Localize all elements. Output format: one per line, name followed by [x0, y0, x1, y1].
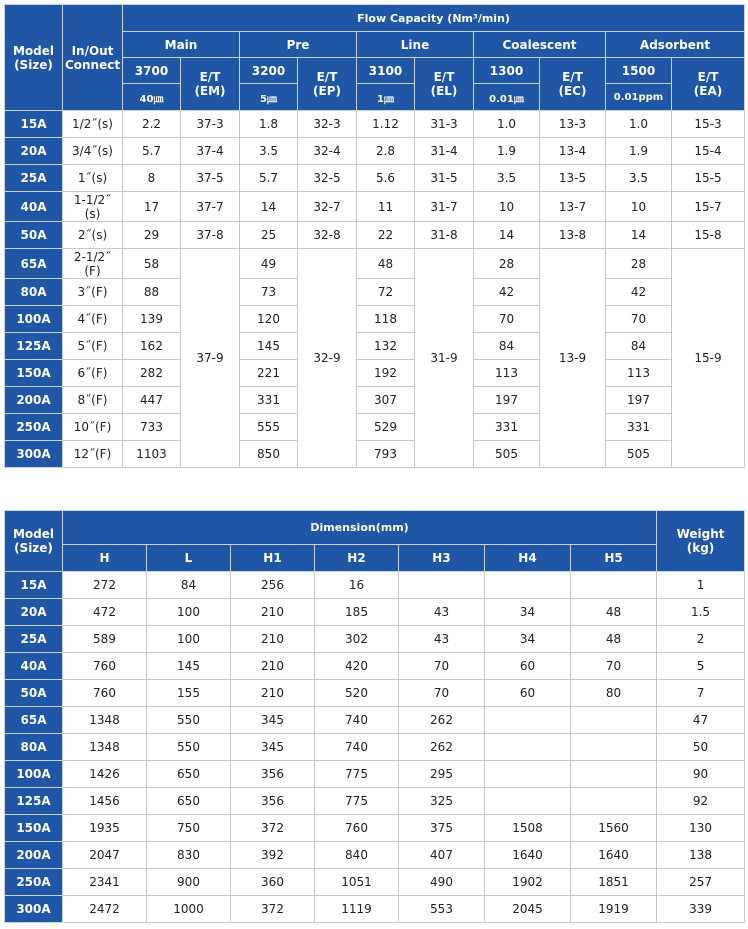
line-capacity-cell: 2.8: [357, 138, 415, 165]
dim-h-cell: 1935: [63, 815, 147, 842]
ads-capacity-cell: 1.9: [606, 138, 672, 165]
dim-h3-cell: 375: [399, 815, 485, 842]
line-capacity-cell: 192: [357, 360, 415, 387]
capacity-coalescent: 1300: [474, 58, 540, 84]
model-size-cell: 300A: [5, 896, 63, 923]
model-size-header: Model (Size): [5, 5, 63, 111]
dim-h4-cell: [485, 572, 571, 599]
dim-h5-cell: [571, 788, 657, 815]
dim-h-cell: 1348: [63, 707, 147, 734]
dim-l-cell: 900: [147, 869, 231, 896]
ads-capacity-cell: 1.0: [606, 111, 672, 138]
ea-element-cell: 15-3: [672, 111, 745, 138]
dim-h5-cell: 1560: [571, 815, 657, 842]
dim-h2-cell: 520: [315, 680, 399, 707]
grade-coalescent: 0.01㎛: [474, 84, 540, 111]
pre-capacity-cell: 49: [240, 249, 298, 279]
coal-capacity-cell: 84: [474, 333, 540, 360]
line-capacity-cell: 307: [357, 387, 415, 414]
dim-l-cell: 145: [147, 653, 231, 680]
ads-capacity-cell: 113: [606, 360, 672, 387]
connect-cell: 12˝(F): [63, 441, 123, 468]
model-size-cell: 250A: [5, 869, 63, 896]
dim-h4-cell: 1902: [485, 869, 571, 896]
dim-h4-cell: [485, 707, 571, 734]
capacity-line: 3100: [357, 58, 415, 84]
dim-col-h1: H1: [231, 545, 315, 572]
flow-capacity-table: [4, 4, 745, 468]
el-element-cell: 31-7: [415, 192, 474, 222]
model-size-cell: 20A: [5, 599, 63, 626]
dim-l-cell: 750: [147, 815, 231, 842]
dim-h4-cell: 1508: [485, 815, 571, 842]
ec-element-cell: 13-3: [540, 111, 606, 138]
dim-col-h3: H3: [399, 545, 485, 572]
pre-capacity-cell: 331: [240, 387, 298, 414]
grade-pre: 5㎛: [240, 84, 298, 111]
el-element-cell: 31-3: [415, 111, 474, 138]
dim-h1-cell: 345: [231, 707, 315, 734]
line-capacity-cell: 22: [357, 222, 415, 249]
dim-h3-cell: 407: [399, 842, 485, 869]
weight-cell: 1.5: [657, 599, 745, 626]
dim-h5-cell: 1851: [571, 869, 657, 896]
dim-h5-cell: 80: [571, 680, 657, 707]
dim-h-cell: 2341: [63, 869, 147, 896]
connect-cell: 3/4˝(s): [63, 138, 123, 165]
dimension-title: Dimension(mm): [63, 511, 657, 545]
model-size-cell: 150A: [5, 360, 63, 387]
weight-cell: 50: [657, 734, 745, 761]
ads-capacity-cell: 3.5: [606, 165, 672, 192]
dim-h2-cell: 1051: [315, 869, 399, 896]
dim-h2-cell: 775: [315, 761, 399, 788]
capacity-pre: 3200: [240, 58, 298, 84]
model-size-cell: 100A: [5, 306, 63, 333]
table-row: [5, 707, 745, 734]
dim-h-cell: 1456: [63, 788, 147, 815]
connect-cell: 1/2˝(s): [63, 111, 123, 138]
coal-capacity-cell: 331: [474, 414, 540, 441]
connect-cell: 2-1/2˝ (F): [63, 249, 123, 279]
coal-capacity-cell: 3.5: [474, 165, 540, 192]
dim-h-cell: 760: [63, 653, 147, 680]
table-row: [5, 111, 745, 138]
dim-h1-cell: 210: [231, 599, 315, 626]
dim-h2-cell: 775: [315, 788, 399, 815]
dim-h-cell: 760: [63, 680, 147, 707]
weight-cell: 130: [657, 815, 745, 842]
model-size-cell: 65A: [5, 707, 63, 734]
coal-capacity-cell: 113: [474, 360, 540, 387]
dim-h4-cell: [485, 788, 571, 815]
ep-element-cell: 32-7: [298, 192, 357, 222]
weight-cell: 5: [657, 653, 745, 680]
in-out-connect-header: In/Out Connect: [63, 5, 123, 111]
main-capacity-cell: 282: [123, 360, 181, 387]
connect-cell: 1˝(s): [63, 165, 123, 192]
dim-col-h2: H2: [315, 545, 399, 572]
dim-h3-cell: 43: [399, 599, 485, 626]
dim-h5-cell: [571, 734, 657, 761]
connect-cell: 3˝(F): [63, 279, 123, 306]
ads-capacity-cell: 197: [606, 387, 672, 414]
em-element-merged-cell: 37-9: [181, 249, 240, 468]
dim-h2-cell: 1119: [315, 896, 399, 923]
table-row: [5, 192, 745, 222]
model-size-cell: 15A: [5, 572, 63, 599]
dim-h4-cell: 2045: [485, 896, 571, 923]
table-row: [5, 761, 745, 788]
model-size-cell: 25A: [5, 165, 63, 192]
dim-h1-cell: 356: [231, 761, 315, 788]
capacity-main: 3700: [123, 58, 181, 84]
dim-h5-cell: 70: [571, 653, 657, 680]
dim-h3-cell: 490: [399, 869, 485, 896]
dim-h1-cell: 256: [231, 572, 315, 599]
pre-capacity-cell: 555: [240, 414, 298, 441]
main-capacity-cell: 17: [123, 192, 181, 222]
dim-h3-cell: 325: [399, 788, 485, 815]
ep-element-cell: 32-8: [298, 222, 357, 249]
ads-capacity-cell: 14: [606, 222, 672, 249]
model-size-cell: 100A: [5, 761, 63, 788]
ads-capacity-cell: 70: [606, 306, 672, 333]
main-capacity-cell: 733: [123, 414, 181, 441]
dim-h4-cell: [485, 734, 571, 761]
group-header-main: Main: [123, 32, 240, 58]
ep-element-cell: 32-3: [298, 111, 357, 138]
connect-cell: 5˝(F): [63, 333, 123, 360]
connect-cell: 2˝(s): [63, 222, 123, 249]
dim-l-cell: 100: [147, 626, 231, 653]
dim-h3-cell: 262: [399, 707, 485, 734]
dim-h1-cell: 356: [231, 788, 315, 815]
dim-h1-cell: 372: [231, 815, 315, 842]
table-row: [5, 896, 745, 923]
weight-cell: 92: [657, 788, 745, 815]
dim-h-cell: 2472: [63, 896, 147, 923]
ads-capacity-cell: 505: [606, 441, 672, 468]
coal-capacity-cell: 1.9: [474, 138, 540, 165]
dim-h3-cell: 295: [399, 761, 485, 788]
model-size-cell: 80A: [5, 279, 63, 306]
dim-h1-cell: 210: [231, 680, 315, 707]
pre-capacity-cell: 120: [240, 306, 298, 333]
dim-h-cell: 272: [63, 572, 147, 599]
table-row: [5, 306, 745, 333]
weight-header: Weight (kg): [657, 511, 745, 572]
pre-capacity-cell: 25: [240, 222, 298, 249]
ads-capacity-cell: 84: [606, 333, 672, 360]
table-row: [5, 599, 745, 626]
dim-h3-cell: 70: [399, 680, 485, 707]
main-capacity-cell: 162: [123, 333, 181, 360]
table-row: [5, 734, 745, 761]
line-capacity-cell: 529: [357, 414, 415, 441]
dim-col-l: L: [147, 545, 231, 572]
dim-h3-cell: 553: [399, 896, 485, 923]
table-row: [5, 788, 745, 815]
coal-capacity-cell: 197: [474, 387, 540, 414]
weight-cell: 1: [657, 572, 745, 599]
em-element-cell: 37-7: [181, 192, 240, 222]
coal-capacity-cell: 28: [474, 249, 540, 279]
em-element-cell: 37-5: [181, 165, 240, 192]
ec-element-cell: 13-4: [540, 138, 606, 165]
weight-cell: 257: [657, 869, 745, 896]
model-size-cell: 250A: [5, 414, 63, 441]
ea-element-cell: 15-5: [672, 165, 745, 192]
dim-l-cell: 550: [147, 707, 231, 734]
model-size-cell: 20A: [5, 138, 63, 165]
ads-capacity-cell: 42: [606, 279, 672, 306]
dim-h4-cell: 60: [485, 653, 571, 680]
dim-h5-cell: 1640: [571, 842, 657, 869]
weight-cell: 339: [657, 896, 745, 923]
dim-l-cell: 1000: [147, 896, 231, 923]
table-row: [5, 360, 745, 387]
main-capacity-cell: 2.2: [123, 111, 181, 138]
pre-capacity-cell: 145: [240, 333, 298, 360]
weight-cell: 138: [657, 842, 745, 869]
model-size-cell: 15A: [5, 111, 63, 138]
dim-h5-cell: [571, 572, 657, 599]
coal-capacity-cell: 42: [474, 279, 540, 306]
main-capacity-cell: 8: [123, 165, 181, 192]
dim-col-h5: H5: [571, 545, 657, 572]
dim-h5-cell: 1919: [571, 896, 657, 923]
pre-capacity-cell: 1.8: [240, 111, 298, 138]
table-row: [5, 333, 745, 360]
line-capacity-cell: 793: [357, 441, 415, 468]
table-row: [5, 249, 745, 279]
ea-element-cell: 15-4: [672, 138, 745, 165]
dim-l-cell: 84: [147, 572, 231, 599]
dim-h2-cell: 740: [315, 734, 399, 761]
pre-capacity-cell: 73: [240, 279, 298, 306]
ea-element-merged-cell: 15-9: [672, 249, 745, 468]
line-capacity-cell: 132: [357, 333, 415, 360]
dim-l-cell: 100: [147, 599, 231, 626]
pre-capacity-cell: 5.7: [240, 165, 298, 192]
pre-capacity-cell: 3.5: [240, 138, 298, 165]
coal-capacity-cell: 505: [474, 441, 540, 468]
model-size-cell: 200A: [5, 842, 63, 869]
el-element-merged-cell: 31-9: [415, 249, 474, 468]
dim-h4-cell: 60: [485, 680, 571, 707]
dim-l-cell: 830: [147, 842, 231, 869]
main-capacity-cell: 447: [123, 387, 181, 414]
pre-capacity-cell: 14: [240, 192, 298, 222]
flow-capacity-title: Flow Capacity (Nm³/min): [123, 5, 745, 32]
main-capacity-cell: 1103: [123, 441, 181, 468]
dim-h2-cell: 16: [315, 572, 399, 599]
model-size-cell: 40A: [5, 653, 63, 680]
ea-element-cell: 15-8: [672, 222, 745, 249]
dim-h2-cell: 760: [315, 815, 399, 842]
weight-cell: 2: [657, 626, 745, 653]
table-row: [5, 869, 745, 896]
model-size-cell: 300A: [5, 441, 63, 468]
table-row: [5, 653, 745, 680]
model-size-cell: 25A: [5, 626, 63, 653]
group-header-line: Line: [357, 32, 474, 58]
connect-cell: 6˝(F): [63, 360, 123, 387]
table-row: [5, 222, 745, 249]
connect-cell: 4˝(F): [63, 306, 123, 333]
model-size-cell: 150A: [5, 815, 63, 842]
table-row: [5, 626, 745, 653]
dim-h3-cell: 70: [399, 653, 485, 680]
table-row: [5, 572, 745, 599]
ea-element-cell: 15-7: [672, 192, 745, 222]
model-size-cell: 40A: [5, 192, 63, 222]
table-row: [5, 138, 745, 165]
em-element-cell: 37-3: [181, 111, 240, 138]
dim-l-cell: 550: [147, 734, 231, 761]
model-size-cell: 65A: [5, 249, 63, 279]
dim-h4-cell: 34: [485, 599, 571, 626]
dim-l-cell: 155: [147, 680, 231, 707]
table-row: [5, 414, 745, 441]
dim-h5-cell: 48: [571, 599, 657, 626]
dim-h-cell: 2047: [63, 842, 147, 869]
line-capacity-cell: 11: [357, 192, 415, 222]
dim-h3-cell: [399, 572, 485, 599]
et-header-coalescent: E/T (EC): [540, 58, 606, 111]
ec-element-cell: 13-5: [540, 165, 606, 192]
ec-element-cell: 13-7: [540, 192, 606, 222]
group-header-adsorbent: Adsorbent: [606, 32, 745, 58]
weight-cell: 90: [657, 761, 745, 788]
el-element-cell: 31-4: [415, 138, 474, 165]
group-header-coalescent: Coalescent: [474, 32, 606, 58]
pre-capacity-cell: 850: [240, 441, 298, 468]
ads-capacity-cell: 331: [606, 414, 672, 441]
dim-h2-cell: 740: [315, 707, 399, 734]
main-capacity-cell: 88: [123, 279, 181, 306]
table-row: [5, 815, 745, 842]
dim-h4-cell: 1640: [485, 842, 571, 869]
connect-cell: 1-1/2˝ (s): [63, 192, 123, 222]
pre-capacity-cell: 221: [240, 360, 298, 387]
connect-cell: 8˝(F): [63, 387, 123, 414]
dim-h-cell: 1426: [63, 761, 147, 788]
grade-main: 40㎛: [123, 84, 181, 111]
dim-l-cell: 650: [147, 761, 231, 788]
main-capacity-cell: 58: [123, 249, 181, 279]
dim-h4-cell: [485, 761, 571, 788]
dim-col-h: H: [63, 545, 147, 572]
table-row: [5, 279, 745, 306]
line-capacity-cell: 72: [357, 279, 415, 306]
model-size-cell: 50A: [5, 680, 63, 707]
coal-capacity-cell: 14: [474, 222, 540, 249]
grade-adsorbent: 0.01ppm: [606, 84, 672, 111]
model-size-cell: 200A: [5, 387, 63, 414]
el-element-cell: 31-5: [415, 165, 474, 192]
dim-h2-cell: 302: [315, 626, 399, 653]
em-element-cell: 37-4: [181, 138, 240, 165]
group-header-pre: Pre: [240, 32, 357, 58]
table-row: [5, 680, 745, 707]
et-header-main: E/T (EM): [181, 58, 240, 111]
dim-h1-cell: 210: [231, 653, 315, 680]
dim-h1-cell: 392: [231, 842, 315, 869]
dim-h1-cell: 372: [231, 896, 315, 923]
dim-h1-cell: 210: [231, 626, 315, 653]
et-header-line: E/T (EL): [415, 58, 474, 111]
dim-h4-cell: 34: [485, 626, 571, 653]
dim-h1-cell: 345: [231, 734, 315, 761]
ep-element-merged-cell: 32-9: [298, 249, 357, 468]
model-size-cell: 50A: [5, 222, 63, 249]
capacity-adsorbent: 1500: [606, 58, 672, 84]
dim-l-cell: 650: [147, 788, 231, 815]
weight-cell: 7: [657, 680, 745, 707]
dim-h2-cell: 840: [315, 842, 399, 869]
grade-line: 1㎛: [357, 84, 415, 111]
ec-element-cell: 13-8: [540, 222, 606, 249]
dim-h3-cell: 43: [399, 626, 485, 653]
ads-capacity-cell: 10: [606, 192, 672, 222]
coal-capacity-cell: 70: [474, 306, 540, 333]
dim-h2-cell: 185: [315, 599, 399, 626]
dim-h-cell: 589: [63, 626, 147, 653]
line-capacity-cell: 118: [357, 306, 415, 333]
dim-h1-cell: 360: [231, 869, 315, 896]
dim-h-cell: 472: [63, 599, 147, 626]
dimension-table: [4, 510, 745, 923]
ep-element-cell: 32-5: [298, 165, 357, 192]
weight-cell: 47: [657, 707, 745, 734]
dim-h3-cell: 262: [399, 734, 485, 761]
main-capacity-cell: 139: [123, 306, 181, 333]
ads-capacity-cell: 28: [606, 249, 672, 279]
connect-cell: 10˝(F): [63, 414, 123, 441]
dim-h-cell: 1348: [63, 734, 147, 761]
table-row: [5, 165, 745, 192]
ec-element-merged-cell: 13-9: [540, 249, 606, 468]
line-capacity-cell: 48: [357, 249, 415, 279]
line-capacity-cell: 1.12: [357, 111, 415, 138]
model-size-cell: 125A: [5, 788, 63, 815]
dim-col-h4: H4: [485, 545, 571, 572]
table-row: [5, 441, 745, 468]
ep-element-cell: 32-4: [298, 138, 357, 165]
el-element-cell: 31-8: [415, 222, 474, 249]
dim-h5-cell: [571, 707, 657, 734]
main-capacity-cell: 5.7: [123, 138, 181, 165]
model-size-cell: 80A: [5, 734, 63, 761]
model-size-cell: 125A: [5, 333, 63, 360]
dim-h5-cell: [571, 761, 657, 788]
dim-h5-cell: 48: [571, 626, 657, 653]
table-row: [5, 387, 745, 414]
em-element-cell: 37-8: [181, 222, 240, 249]
table-row: [5, 842, 745, 869]
et-header-adsorbent: E/T (EA): [672, 58, 745, 111]
main-capacity-cell: 29: [123, 222, 181, 249]
dim-h2-cell: 420: [315, 653, 399, 680]
model-size-header: Model (Size): [5, 511, 63, 572]
coal-capacity-cell: 1.0: [474, 111, 540, 138]
line-capacity-cell: 5.6: [357, 165, 415, 192]
coal-capacity-cell: 10: [474, 192, 540, 222]
et-header-pre: E/T (EP): [298, 58, 357, 111]
